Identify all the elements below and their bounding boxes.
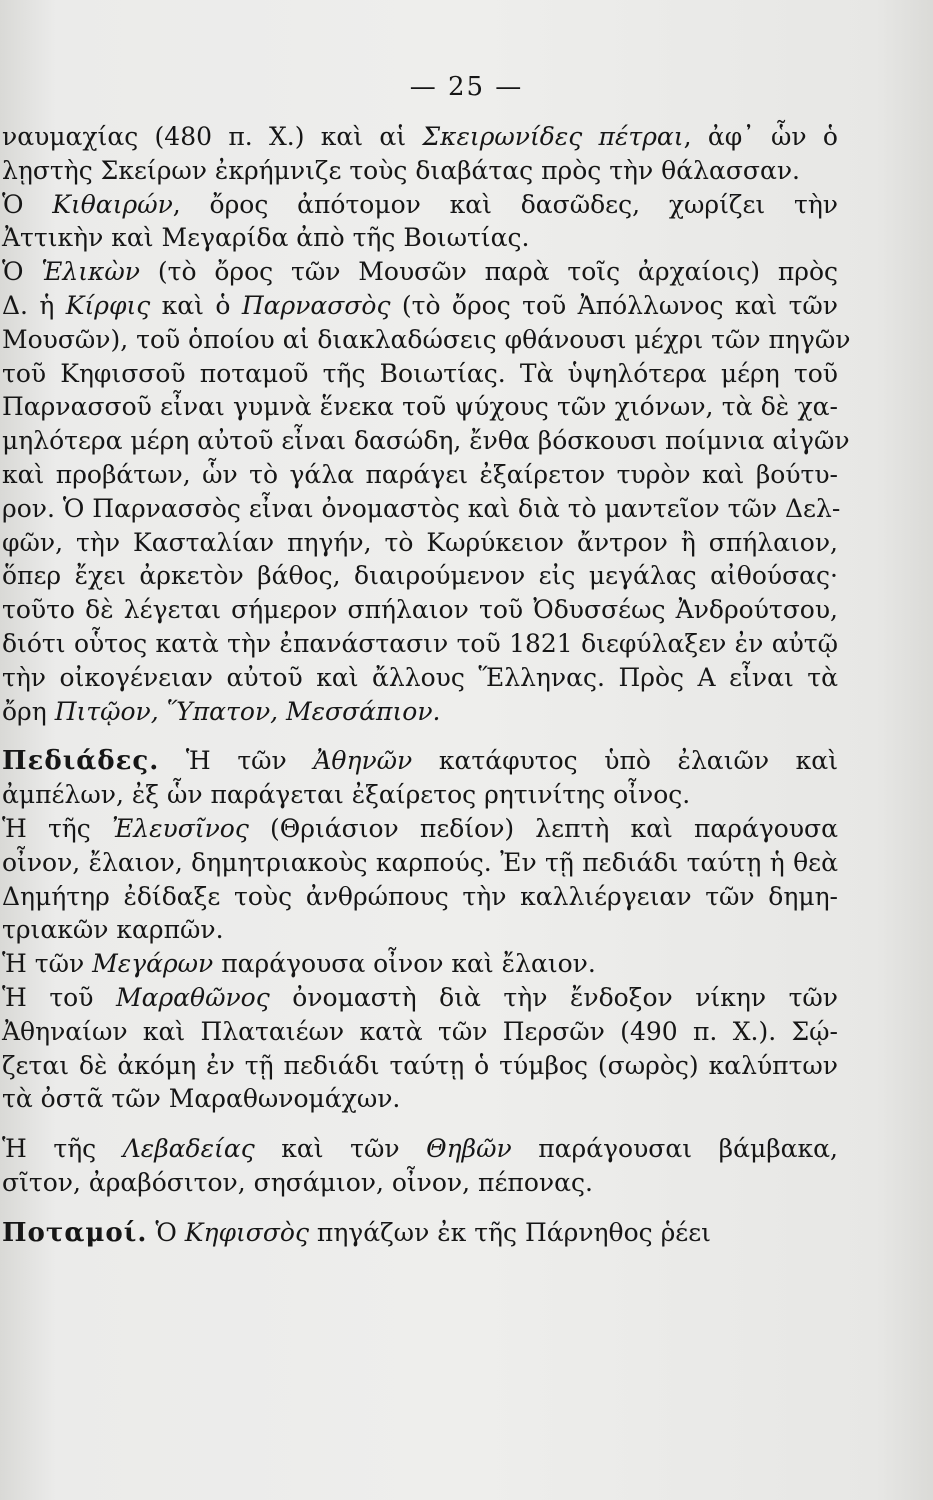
text-run: καὶ προβάτων, ὧν τὸ γάλα παράγει ἐξαίρετον τυρὸν καὶ βούτυ- [2,459,838,489]
text-line [2,880,838,914]
text-line [2,526,838,560]
text-line [2,424,850,458]
italic-term: Κίρφις [65,290,151,320]
text-run: Παρνασσοῦ εἶναι γυμνὰ ἕνεκα τοῦ ψύχους τῶν χιόνων, τὰ δὲ χα- [2,392,838,422]
italic-term: Ἐλευσῖνος [111,813,249,843]
text-line [2,559,838,593]
text-run: (τὸ ὄρος τῶν Μουσῶν παρὰ τοῖς ἀρχαίοις) πρὸς [140,257,838,287]
text-line [2,913,838,947]
text-run: Ἀθηναίων καὶ Πλαταιέων κατὰ τῶν Περσῶν (490 π. Χ.). Σῴ- [2,1016,838,1046]
text-run: τὴν οἰκογένειαν αὐτοῦ καὶ ἄλλους Ἕλληνας. Πρὸς Α εἶναι τὰ [2,662,838,692]
text-line [2,390,838,424]
text-run: καὶ τῶν [254,1134,427,1164]
text-run: Ὁ [147,1217,185,1247]
text-line [2,120,838,154]
text-line [2,1015,838,1049]
italic-term: Μεγάρων [92,949,214,979]
italic-term: Παρνασσὸς [241,290,391,320]
text-run: Ὁ [2,189,53,219]
text-line [2,357,838,391]
text-line [2,492,841,526]
text-run: ζεται δὲ ἀκόμη ἐν τῇ πεδιάδι ταύτῃ ὁ τύμβος (σωρὸς) καλύπτων [2,1050,838,1080]
text-line [2,947,838,981]
text-run: Δημήτηρ ἐδίδαξε τοὺς ἀνθρώπους τὴν καλλιέργειαν τῶν δημη- [2,881,838,911]
text-line [2,188,838,222]
text-run: τοῦ Κηφισσοῦ ποταμοῦ τῆς Βοιωτίας. Τὰ ὑψηλότερα μέρη τοῦ [2,358,838,388]
text-line [2,323,851,357]
text-run: ὄρη [2,696,55,726]
text-line [2,1049,838,1083]
text-run: ὀνομαστὴ διὰ τὴν ἔνδοξον νίκην τῶν [269,982,838,1012]
text-run: Ἡ τῶν [2,949,93,979]
text-run: τὰ ὀστᾶ τῶν Μαραθωνομάχων. [2,1084,401,1114]
text-run: τριακῶν καρπῶν. [2,915,224,945]
text-line [2,981,838,1015]
text-run: , ὄρος ἀπότομον καὶ δασῶδες, χωρίζει τὴν [172,189,838,219]
text-run: παράγουσαι βάμβακα, [511,1134,838,1164]
italic-term: Κηφισσὸς [184,1217,309,1247]
text-line [2,778,838,812]
text-run: ὅπερ ἔχει ἀρκετὸν βάθος, διαιρούμενον εἰς μεγάλας αἰθούσας· [2,561,838,591]
text-run: Ἡ τῆς [2,1134,123,1164]
text-run: πηγάζων ἐκ τῆς Πάρνηθος ῥέει [308,1217,711,1247]
text-line [2,593,838,627]
text-line [2,812,838,846]
italic-term: Μαραθῶνος [115,982,270,1012]
italic-term: Πιτῷον, Ὕπατον, Μεσσάπιον. [54,696,441,726]
italic-term: Ἑλικὼν [41,257,141,287]
text-run: σῖτον, ἀραβόσιτον, σησάμιον, οἶνον, πέπονας. [2,1167,593,1197]
text-line [2,1132,838,1166]
text-run: καὶ ὁ [150,290,242,320]
text-run: ἀμπέλων, ἐξ ὧν παράγεται ἐξαίρετος ρητινίτης οἶνος. [2,780,691,810]
text-run: Ἡ τοῦ [2,982,116,1012]
text-run: διότι οὗτος κατὰ τὴν ἐπανάστασιν τοῦ 1821 διεφύλαξεν ἐν αὐτῷ [2,628,838,658]
page-number: — 25 — [409,72,524,102]
text-run: Δ. ἡ [2,290,66,320]
text-run: Ἡ τῆς [2,813,112,843]
text-line [2,255,838,289]
text-run: Ἡ τῶν [159,746,314,776]
text-run: ρον. Ὁ Παρνασσὸς εἶναι ὀνομαστὸς καὶ διὰ τὸ μαντεῖον τῶν Δελ- [2,493,841,523]
text-line [2,846,838,880]
text-line [2,458,838,492]
section-heading: Ποταμοί. [2,1217,148,1248]
text-run: λῃστὴς Σκείρων ἐκρήμνιζε τοὺς διαβάτας πρὸς τὴν θάλασσαν. [2,155,800,185]
italic-term: Κιθαιρών [52,189,173,219]
text-run: φῶν, τὴν Κασταλίαν πηγήν, τὸ Κωρύκειον ἄντρον ἢ σπήλαιον, [2,527,838,557]
text-run: Ὁ [2,257,42,287]
text-line [2,744,838,778]
text-run: μηλότερα μέρη αὐτοῦ εἶναι δασώδη, ἔνθα βόσκουσι ποίμνια αἰγῶν [2,426,850,456]
italic-term: Θηβῶν [426,1134,512,1164]
text-line [2,695,838,729]
text-run: ναυμαχίας (480 π. Χ.) καὶ αἱ [2,122,423,151]
text-run: τοῦτο δὲ λέγεται σήμερον σπήλαιον τοῦ Ὀδυσσέως Ἀνδρούτσου, [2,595,838,625]
text-run: , ἀφ᾽ ὧν ὁ [683,122,838,151]
body-text [2,120,851,1250]
section-heading: Πεδιάδες. [2,746,160,777]
text-line [2,154,838,188]
text-run: κατάφυτος ὑπὸ ἐλαιῶν καὶ [412,746,838,776]
text-run: (τὸ ὄρος τοῦ Ἀπόλλωνος καὶ τῶν [390,290,838,320]
text-run: Μουσῶν), τοῦ ὁποίου αἱ διακλαδώσεις φθάνουσι μέχρι τῶν πηγῶν [2,324,851,354]
text-line [2,1216,838,1250]
text-run: οἶνον, ἔλαιον, δημητριακοὺς καρπούς. Ἐν τῇ πεδιάδι ταύτῃ ἡ θεὰ [2,847,838,877]
text-line [2,627,838,661]
italic-term: Σκειρωνίδες πέτραι [422,122,684,151]
italic-term: Ἀθηνῶν [313,746,413,776]
text-line [2,661,838,695]
text-line [2,1166,838,1200]
text-line [2,221,838,255]
text-run: Ἀττικὴν καὶ Μεγαρίδα ἀπὸ τῆς Βοιωτίας. [2,223,530,253]
text-line [2,289,838,323]
text-run: (Θριάσιον πεδίον) λεπτὴ καὶ παράγουσα [248,813,838,843]
text-line [2,1082,838,1116]
text-run: παράγουσα οἶνον καὶ ἔλαιον. [213,949,596,979]
italic-term: Λεβαδείας [122,1134,255,1164]
